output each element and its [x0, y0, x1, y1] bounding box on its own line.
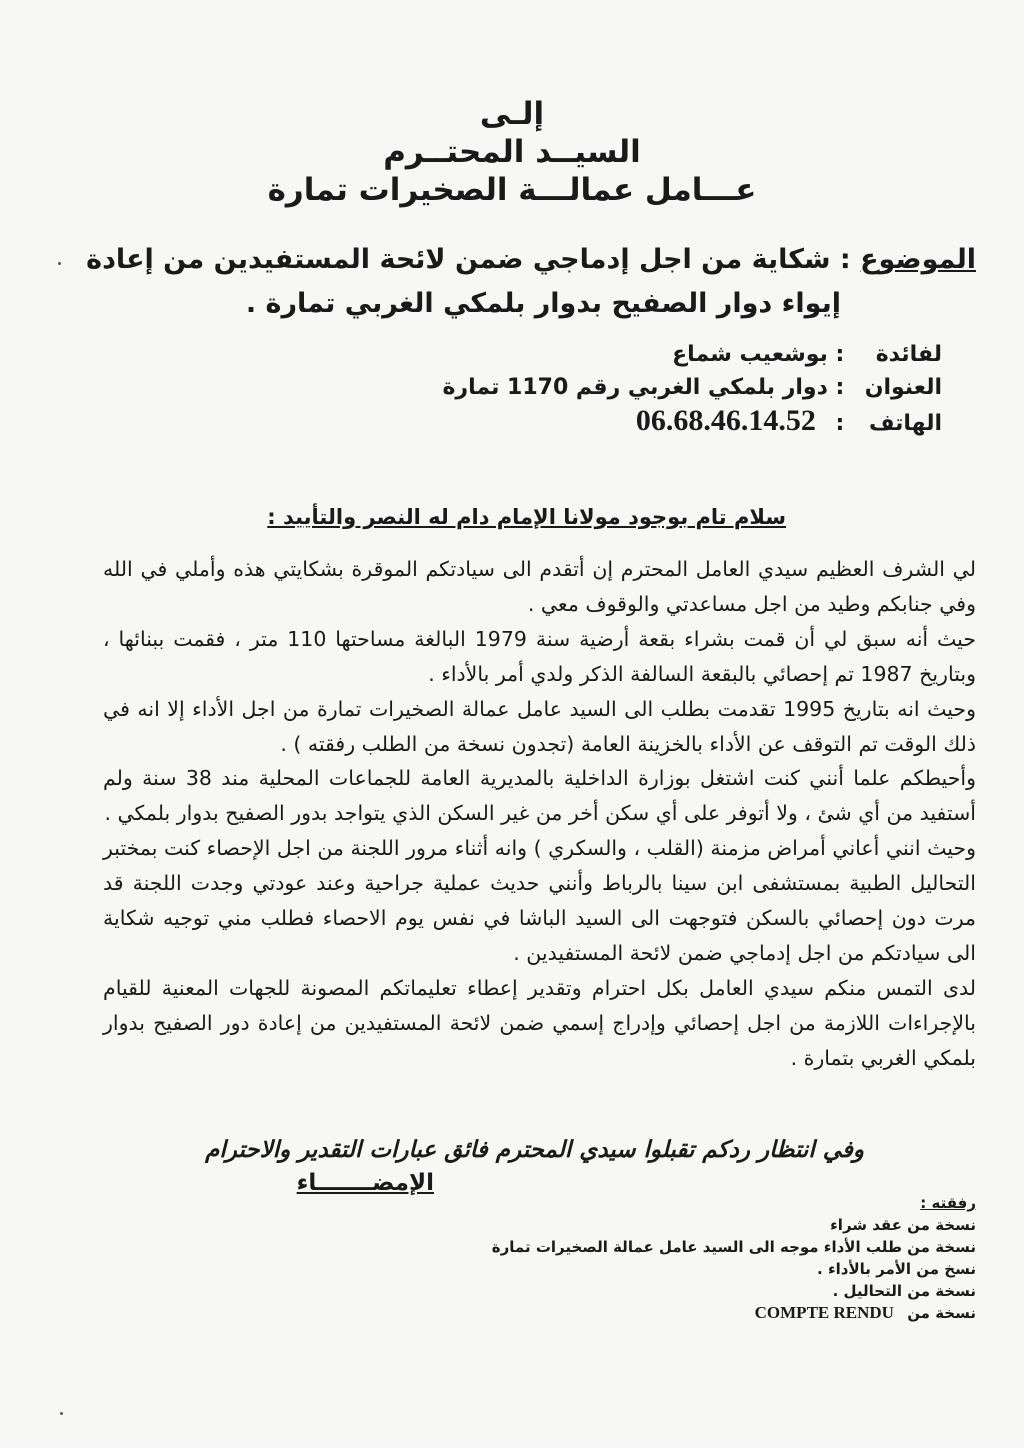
body-paragraph-2: حيث أنه سبق لي أن قمت بشراء بقعة أرضية سنة 1979 البالغة مساحتها 110 متر ، فقمت ببنائها ، وبتاريخ 1987 تم إحصائي بالبقعة السالفة الذكر ولدي أمر بالأداء .: [103, 626, 977, 686]
sender-address-row: [442, 375, 942, 400]
sender-phone-value: 06.68.46.14.52: [635, 404, 816, 437]
sender-name-label: لفائدة: [875, 342, 942, 367]
body-paragraph-3: وحيث انه بتاريخ 1995 تقدمت بطلب الى السيد عامل عمالة الصخيرات تمارة من اجل الأداء إلا انه في ذلك الوقت تم التوقف عن الأداء بالخزينة العامة (تجدون نسخة من الطلب رفقته ) .: [103, 696, 976, 756]
sender-name-row: [672, 342, 942, 367]
subject-line-2: إيواء دوار الصفيح بدوار بلمكي الغربي تمارة .: [245, 288, 841, 319]
scan-speck: [60, 1412, 63, 1415]
compte-rendu-text: COMPTE RENDU: [754, 1303, 894, 1322]
enclosure-item-last: [492, 1302, 976, 1324]
enclosure-item: نسخة من طلب الأداء موجه الى السيد عامل عمالة الصخيرات تمارة: [491, 1238, 976, 1256]
closing-line: وفي انتظار ردكم تقبلوا سيدي المحترم فائق عبارات التقدير والاحترام: [205, 1136, 864, 1163]
scan-speck: [58, 262, 61, 265]
enclosure-item: نسخ من الأمر بالأداء .: [817, 1260, 976, 1278]
enclosures-block: [492, 1192, 976, 1324]
sender-address-label: العنوان: [864, 375, 942, 400]
subject-block: [46, 238, 976, 326]
sender-name-value: : بوشعيب شماع: [672, 342, 845, 367]
subject-label: الموضوع: [860, 244, 976, 275]
recipient-to: إلـى: [479, 96, 545, 132]
body-paragraph-5: وحيث انني أعاني أمراض مزمنة (القلب ، والسكري ) وانه أثناء مرور اللجنة من اجل الإحصاء كنت بمختبر التحاليل الطبية بمستشفى ابن سينا بالرباط وأنني حديث عملية جراحية وعند عودتي وجدت اللجنة قد مرت دون إحصائي بالسكن فتوجهت الى السيد الباشا في نفس يوم الاحصاء فطلب مني توجيه شكاية الى سيادتكم من اجل إدماجي ضمن لائحة المستفيدين .: [103, 836, 976, 965]
sender-address-value: : دوار بلمكي الغربي رقم 1170 تمارة: [442, 375, 845, 400]
body-paragraph-4: وأحيطكم علما أنني كنت اشتغل بوزارة الداخلية بالمديرية العامة للجماعات المحلية مند 38 سنة ولم أستفيد من أي شئ ، ولا أتوفر على أي سكن أخر من غير السكن الذي يتواجد بدور الصفيح بدوار بلمكي .: [103, 766, 976, 826]
signature-label: الإمضـــــــاء: [296, 1170, 434, 1196]
letter-body: [103, 552, 976, 1076]
body-paragraph-1: لي الشرف العظيم سيدي العامل المحترم إن أتقدم الى سيادتكم الموقرة بشكايتي هذه وأملي في الله وفي جنابكم وطيد من اجل مساعدتي والوقوف معي .: [103, 557, 976, 616]
subject-line-1: [46, 238, 976, 282]
sender-phone-label: الهاتف: [868, 411, 942, 436]
enclosures-title: رفقته :: [920, 1194, 976, 1212]
enclosure-item: نسخة من عقد شراء: [830, 1216, 976, 1234]
body-paragraph-6: لدى التمس منكم سيدي العامل بكل احترام وتقدير إعطاء تعليماتكم المصونة للجهات المعنية للقيام بالإجراءات اللازمة من اجل إحصائي وإدراج إسمي ضمن لائحة المستفيدين من إعادة دور الصفيح بدوار بلمكي الغربي بتمارة .: [103, 975, 976, 1070]
subject-text-1: : شكاية من اجل إدماجي ضمن لائحة المستفيدين من إعادة: [86, 244, 851, 275]
sender-phone-row: [636, 404, 942, 438]
recipient-title: السيــد المحتــرم: [383, 134, 641, 170]
enclosure-item: نسخة من: [907, 1304, 976, 1322]
enclosure-item: نسخة من التحاليل .: [832, 1282, 976, 1300]
sender-phone-colon: :: [835, 411, 845, 436]
recipient-office: عـــامل عمالـــة الصخيرات تمارة: [267, 172, 757, 208]
salutation: سلام تام بوجود مولانا الإمام دام له النصر والتأييد :: [267, 505, 786, 529]
